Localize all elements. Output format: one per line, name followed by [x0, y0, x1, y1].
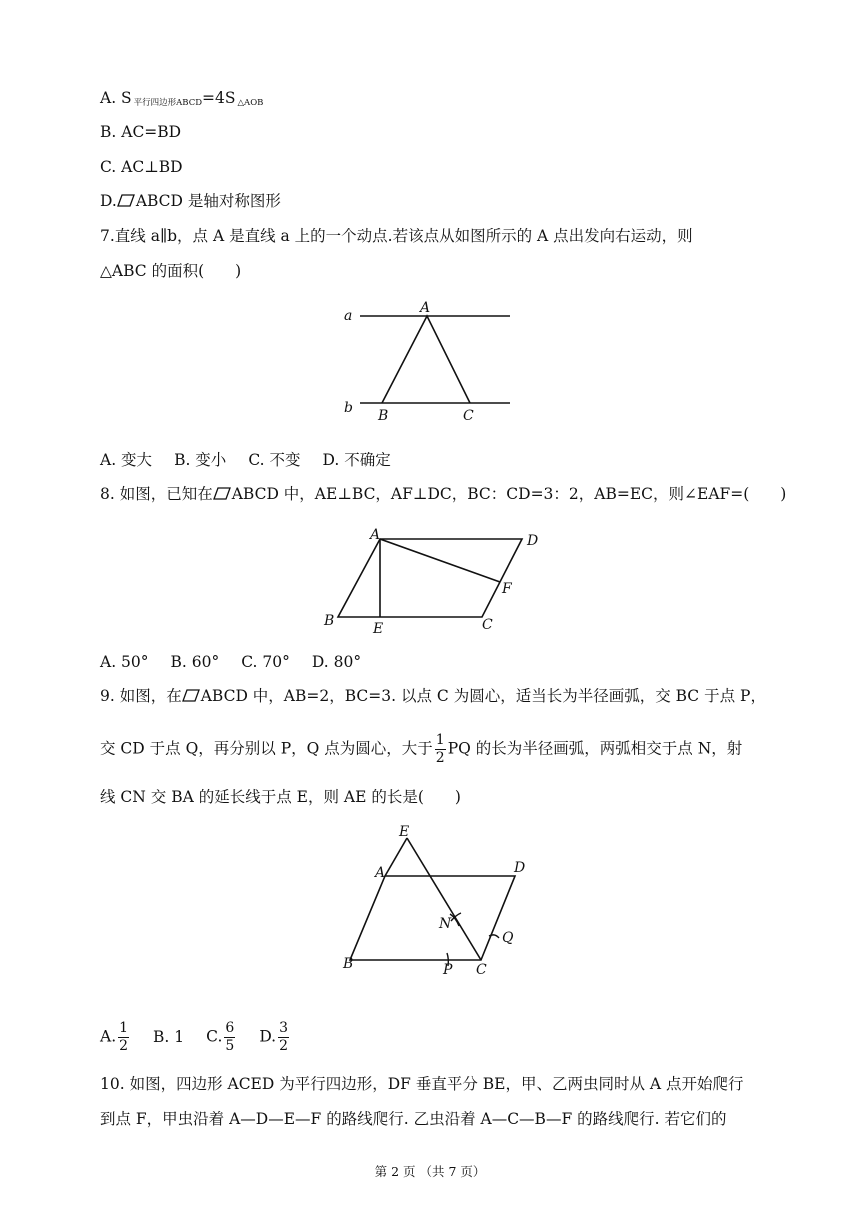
label-point-a: A	[370, 527, 381, 543]
q8-option-b: B. 60°	[170, 653, 220, 671]
parallelogram-icon	[117, 194, 135, 207]
q9-stem-line3: 线 CN 交 BA 的延长线于点 E，则 AE 的长是( )	[100, 788, 461, 806]
label-point-c: C	[463, 408, 474, 424]
q6-option-b: B. AC=BD	[100, 123, 182, 141]
label-point-d: D	[527, 533, 539, 549]
q7-options	[100, 450, 413, 470]
q8-options	[100, 652, 383, 672]
label-point-c: C	[482, 617, 493, 633]
q8-option-a: A. 50°	[100, 653, 149, 671]
label-point-a: A	[375, 865, 386, 881]
label-point-e: E	[399, 824, 410, 840]
label-point-b: B	[378, 408, 389, 424]
q7-stem-line2: △ABC 的面积( )	[100, 262, 242, 280]
q9-option-b: B. 1	[153, 1027, 185, 1046]
page-footer: 第 2 页 （共 7 页）	[374, 1164, 486, 1179]
q10-stem-line2: 到点 F，甲虫沿着 A—D—E—F 的路线爬行. 乙虫沿着 A—C—B—F 的路线爬行. 若它们的	[100, 1110, 727, 1128]
q9-stem-line2: 交 CD 于点 Q，再分别以 P，Q 点为圆心，大于 $\frac{1}{2}$ PQ 的长为半径画弧，两弧相交于点 N，射	[100, 732, 743, 766]
q8-figure	[320, 525, 550, 640]
q9-options	[100, 1020, 313, 1055]
fraction-one-half: $\frac{1}{2}$	[435, 732, 445, 766]
label-line-a: a	[344, 308, 353, 324]
q9-option-a: A. $\frac{1}{2}$	[100, 1020, 129, 1054]
q9-option-d: D. $\frac{3}{2}$	[259, 1020, 289, 1054]
q6-option-a: A. S $_{平行四边形ABCD}$=4S $_{\triangle AOB}$	[100, 89, 264, 108]
label-point-b: B	[324, 613, 335, 629]
q8-option-d: D. 80°	[311, 653, 362, 671]
q8-stem: 8. 如图，已知在 ABCD 中，AE⊥BC，AF⊥DC，BC：CD=3：2，AB=EC，则∠EAF=( )	[100, 485, 787, 503]
q9-stem-line1: 9. 如图，在 ABCD 中，AB=2，BC=3. 以点 C 为圆心，适当长为半径画弧，交 BC 于点 P，	[100, 687, 766, 705]
q9-option-c: C. $\frac{6}{5}$	[206, 1020, 235, 1054]
q7-stem-line1: 7.直线 a∥b，点 A 是直线 a 上的一个动点.若该点从如图所示的 A 点出发向右运动，则	[100, 227, 693, 245]
label-point-p: P	[443, 962, 453, 978]
q6-option-c: C. AC⊥BD	[100, 158, 183, 176]
q7-option-d: D. 不确定	[322, 451, 391, 469]
label-point-a: A	[420, 300, 431, 316]
q6-option-d: D. ABCD 是轴对称图形	[100, 192, 281, 210]
q7-option-a: A. 变大	[100, 451, 153, 469]
label-point-d: D	[514, 860, 526, 876]
label-point-b: B	[343, 956, 354, 972]
parallelogram-icon	[182, 689, 200, 702]
q7-option-c: C. 不变	[248, 451, 301, 469]
q7-option-b: B. 变小	[174, 451, 227, 469]
label-point-q: Q	[502, 930, 514, 946]
q7-figure	[330, 290, 520, 430]
label-point-n: N	[439, 916, 452, 932]
q9-figure	[335, 820, 535, 990]
label-point-e: E	[373, 621, 384, 637]
label-line-b: b	[344, 400, 353, 416]
label-point-f: F	[502, 581, 512, 597]
q10-stem-line1: 10. 如图，四边形 ACED 为平行四边形，DF 垂直平分 BE，甲、乙两虫同时从 A 点开始爬行	[100, 1075, 744, 1093]
parallelogram-icon	[213, 487, 231, 500]
q8-option-c: C. 70°	[241, 653, 290, 671]
label-point-c: C	[476, 962, 487, 978]
